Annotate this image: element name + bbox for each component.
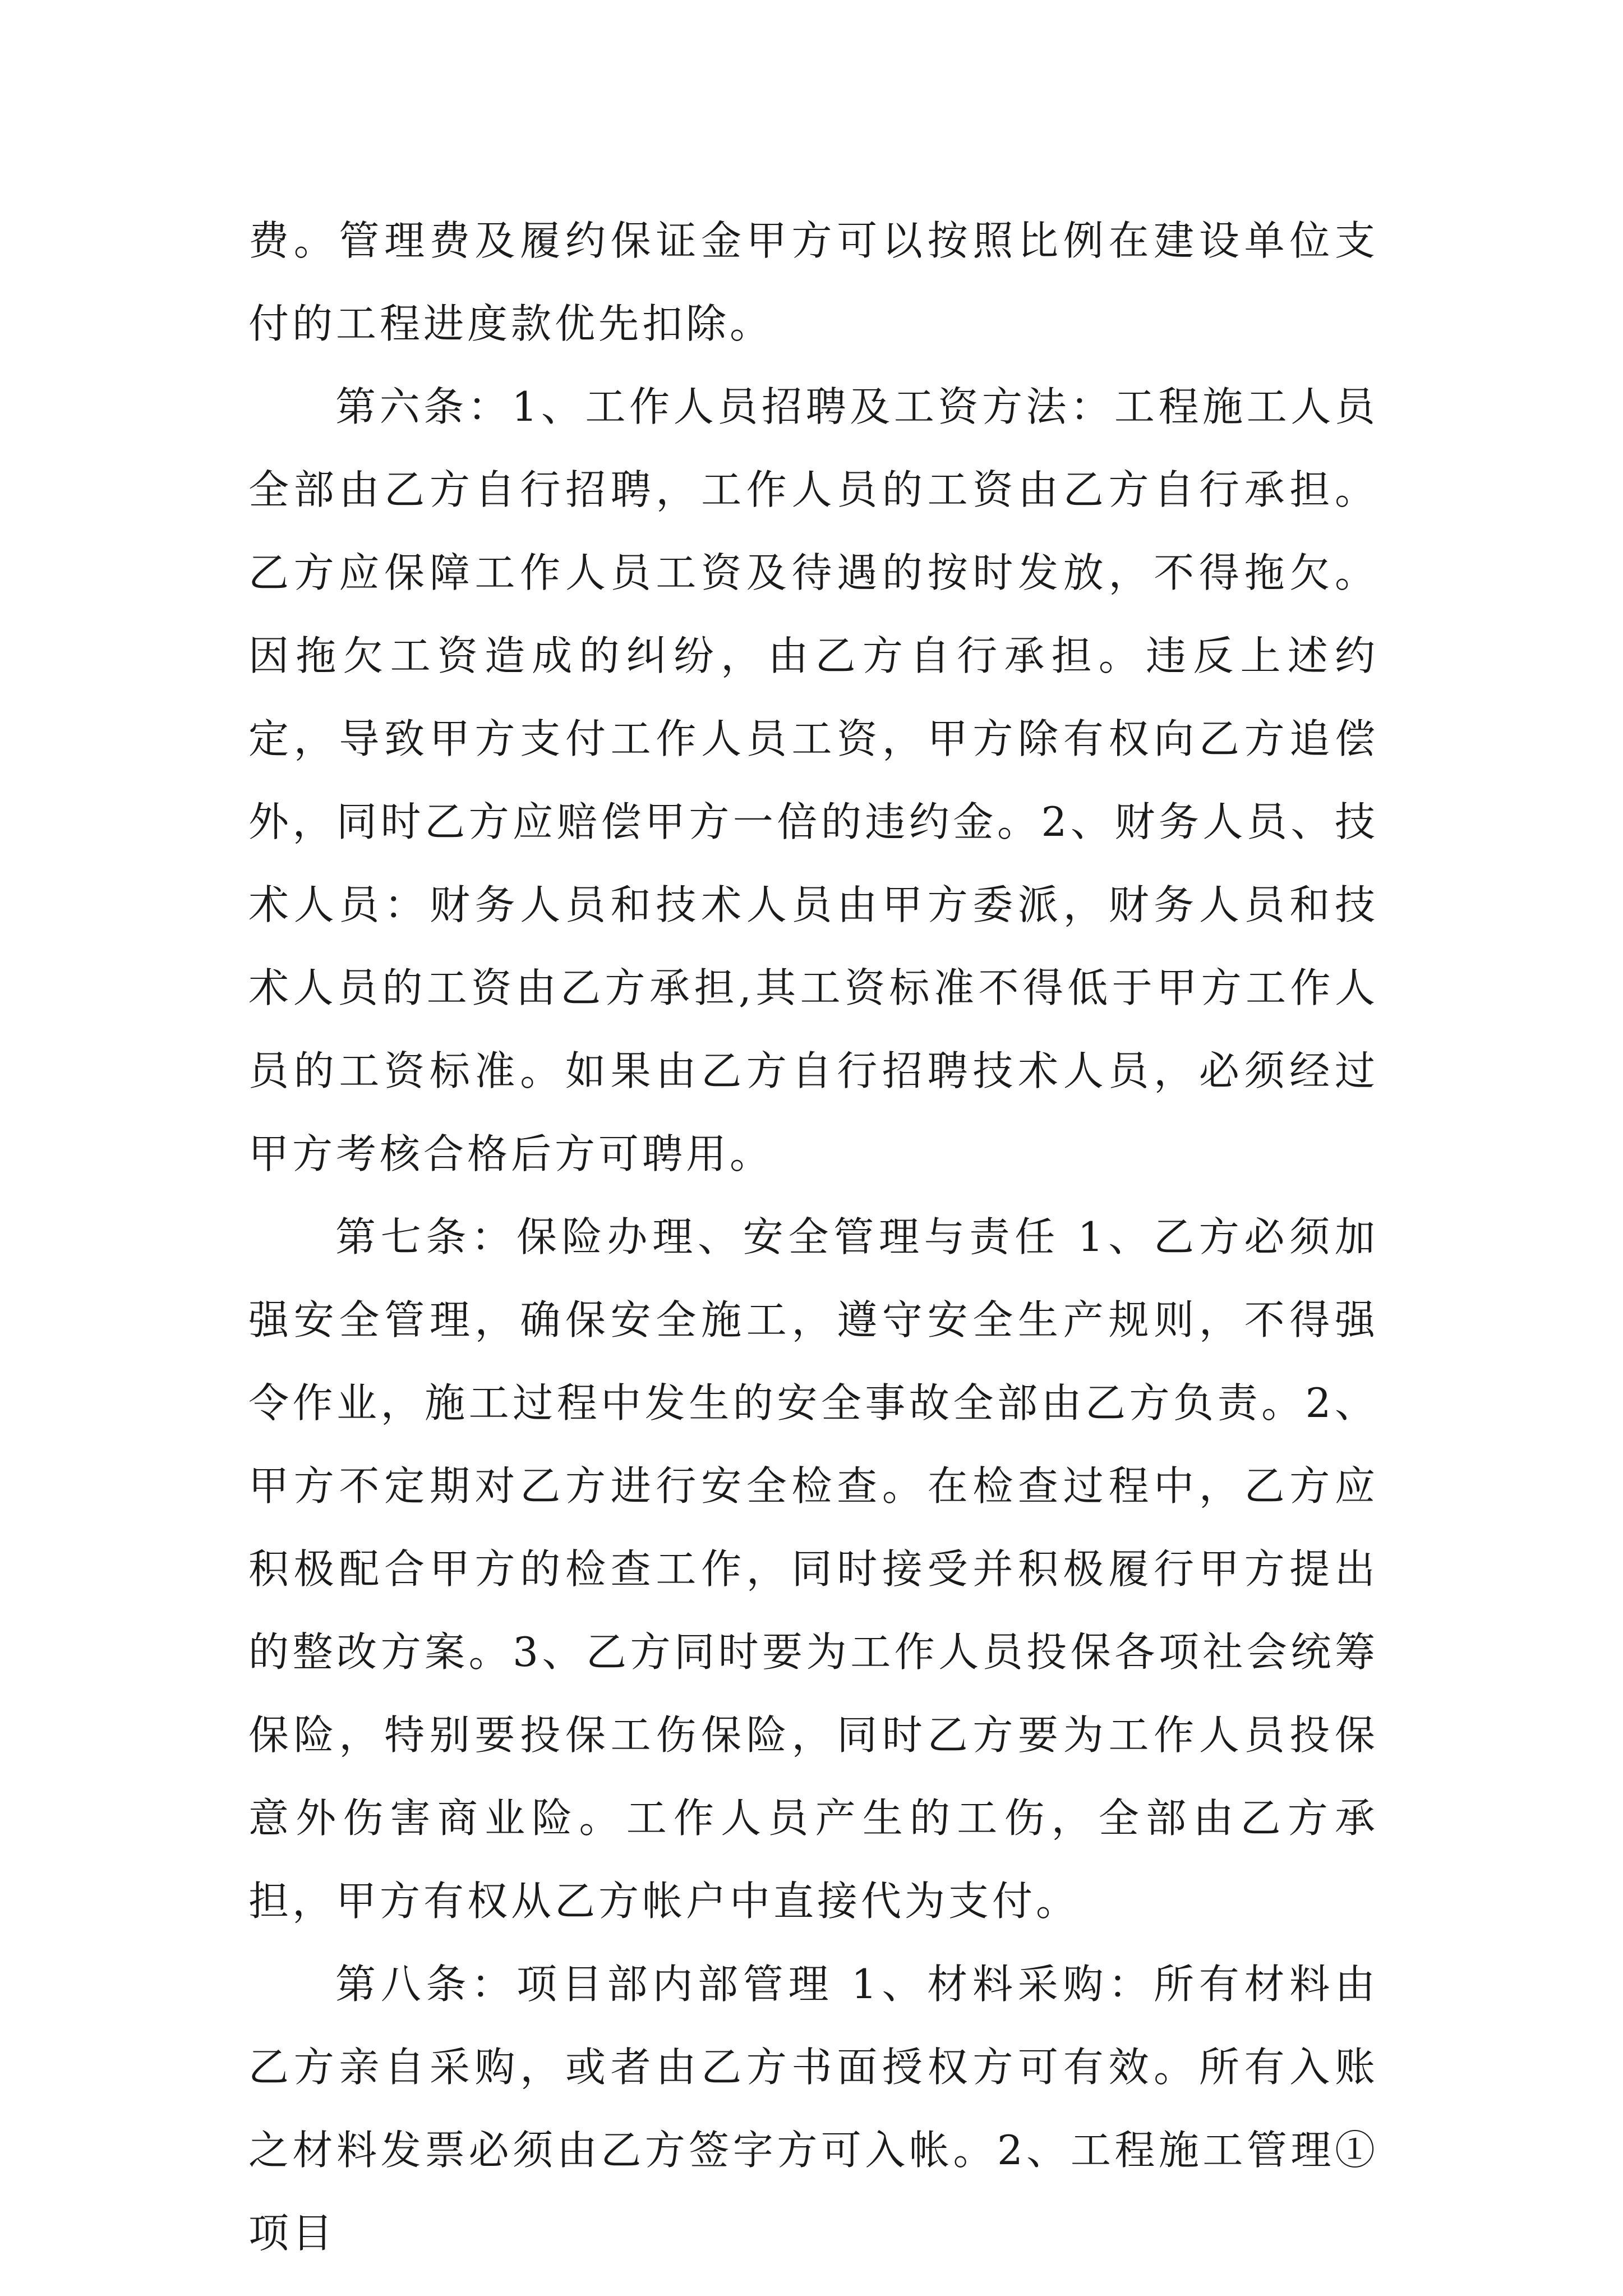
document-page bbox=[248, 199, 1378, 2275]
paragraph-article-6: 第六条：1、工作人员招聘及工资方法：工程施工人员全部由乙方自行招聘，工作人员的工资由乙方自行承担。乙方应保障工作人员工资及待遇的按时发放，不得拖欠。因拖欠工资造成的纠纷，由乙方自行承担。违反上述约定，导致甲方支付工作人员工资，甲方除有权向乙方追偿外，同时乙方应赔偿甲方一倍的违约金。2、财务人员、技术人员：财务人员和技术人员由甲方委派，财务人员和技术人员的工资由乙方承担,其工资标准不得低于甲方工作人员的工资标准。如果由乙方自行招聘技术人员，必须经过甲方考核合格后方可聘用。 bbox=[248, 383, 1378, 1177]
paragraph-article-8: 第八条：项目部内部管理 1、材料采购：所有材料由乙方亲自采购，或者由乙方书面授权方可有效。所有入账之材料发票必须由乙方签字方可入帐。2、工程施工管理①项目 bbox=[248, 1961, 1378, 2257]
paragraph-article-7: 第七条：保险办理、安全管理与责任 1、乙方必须加强安全管理，确保安全施工，遵守安全生产规则，不得强令作业，施工过程中发生的安全事故全部由乙方负责。2、甲方不定期对乙方进行安全检查。在检查过程中，乙方应积极配合甲方的检查工作，同时接受并积极履行甲方提出的整改方案。3、乙方同时要为工作人员投保各项社会统筹保险，特别要投保工伤保险，同时乙方要为工作人员投保意外伤害商业险。工作人员产生的工伤，全部由乙方承担，甲方有权从乙方帐户中直接代为支付。 bbox=[248, 1213, 1378, 1925]
paragraph-fee-deduction: 费。管理费及履约保证金甲方可以按照比例在建设单位支付的工程进度款优先扣除。 bbox=[248, 217, 1378, 347]
